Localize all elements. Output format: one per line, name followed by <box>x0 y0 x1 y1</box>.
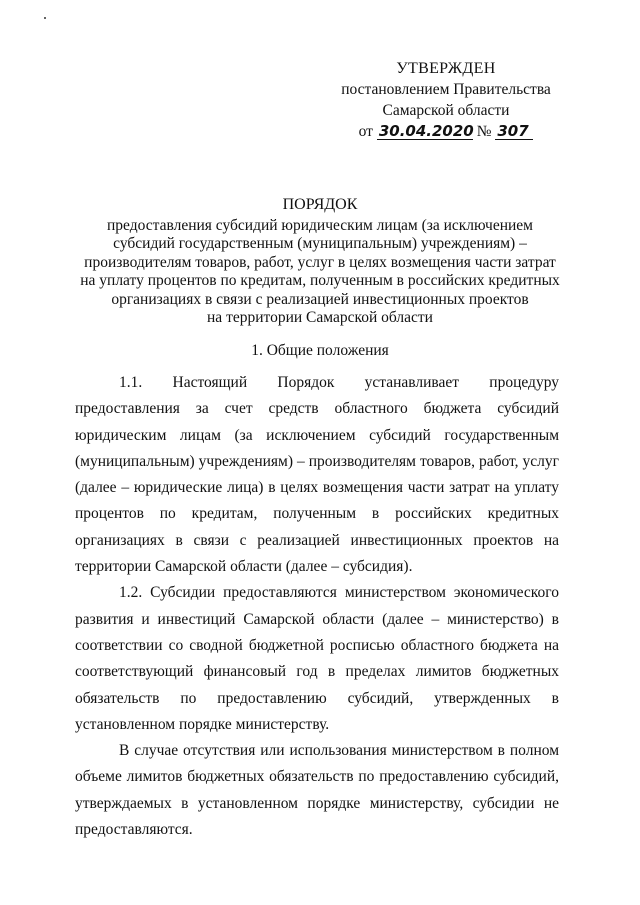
subtitle-line: организациях в связи с реализацией инвестиционных проектов <box>111 290 529 308</box>
number-prefix: № <box>476 123 492 140</box>
approval-line-1: постановлением Правительства <box>341 81 551 98</box>
section-heading: 1. Общие положения <box>251 342 389 359</box>
subtitle-line: предоставления субсидий юридическим лицам (за исключением <box>107 216 533 234</box>
subtitle-line: на территории Самарской области <box>207 309 433 326</box>
approval-stamp-block <box>330 58 562 142</box>
document-title-block <box>40 196 600 328</box>
subtitle-line: на уплату процентов по кредитам, полученным в российских кредитных <box>80 272 560 289</box>
handwritten-date: 30.04.2020 <box>378 122 474 140</box>
document-title: ПОРЯДОК <box>282 196 358 213</box>
approval-date-number-line <box>330 121 562 142</box>
date-prefix: от <box>358 123 373 140</box>
body-text <box>75 370 559 843</box>
paragraph: 1.1. Настоящий Порядок устанавливает процедуру предоставления за счет средств областного бюджета субсидий юридическим лицам (за исключением субсидий государственным (муниципальным) учреждениям) – производителям товаров, работ, услуг (далее – юридические лица) в целях возмещения части затрат на уплату процентов по кредитам, полученным в российских кредитных организациях в связи с реализацией инвестиционных проектов на территории Самарской области (далее – субсидия). <box>75 374 559 576</box>
approval-title: УТВЕРЖДЕН <box>396 60 496 77</box>
subtitle-line: субсидий государственным (муниципальным) учреждениям) – <box>113 235 527 252</box>
paragraph: 1.2. Субсидии предоставляются министерством экономического развития и инвестиций Самарской области (далее – министерство) в соответствии со сводной бюджетной росписью областного бюджета на соответствующий финансовый год в пределах лимитов бюджетных обязательств по предоставлению субсидий, утвержденных в установленном порядке министерству. <box>75 584 559 733</box>
subtitle-line: производителям товаров, работ, услуг в целях возмещения части затрат <box>84 253 556 271</box>
paragraph: В случае отсутствия или использования министерством в полном объеме лимитов бюджетных обязательств по предоставлению субсидий, утверждаемых в установленном порядке министерству, субсидии не предоставляются. <box>75 742 559 839</box>
scan-speck <box>44 17 46 19</box>
handwritten-number: 307 <box>495 123 533 140</box>
approval-line-2: Самарской области <box>382 102 510 119</box>
